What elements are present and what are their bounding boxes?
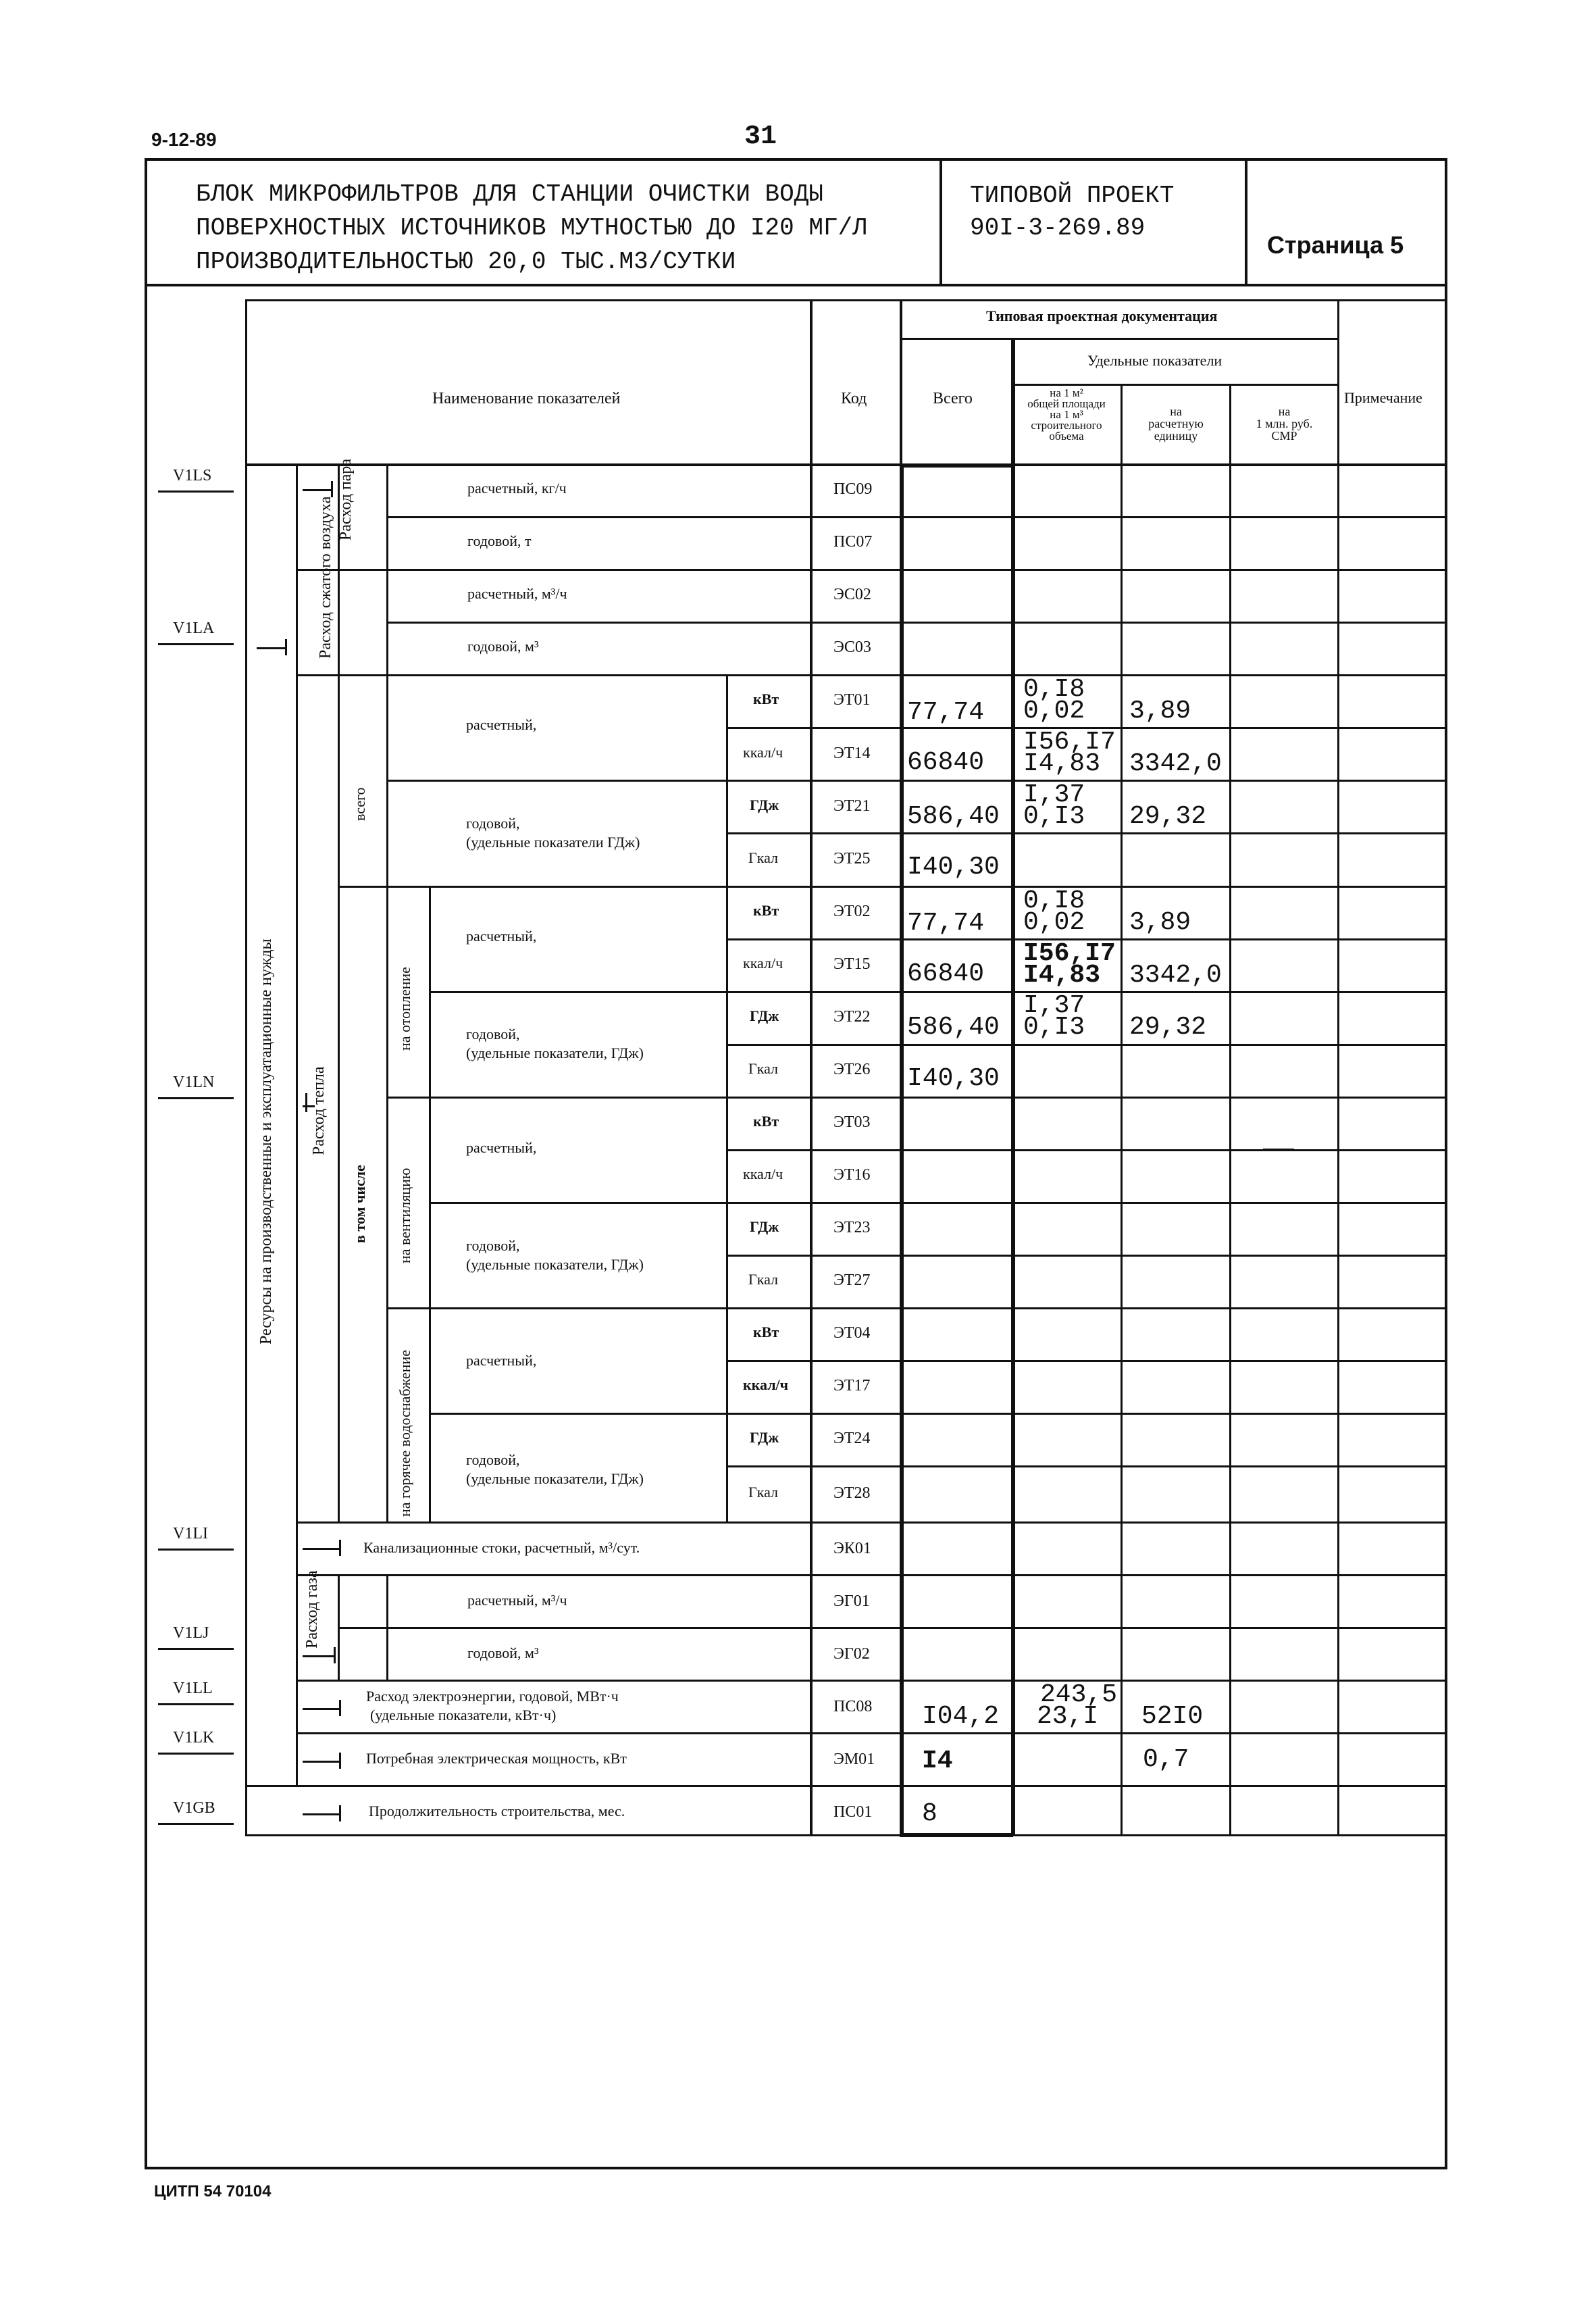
- code-ps07: ПС07: [833, 533, 873, 551]
- unit-gj-2: ГДж: [750, 1007, 779, 1024]
- col-per-mln-header: на 1 млн. руб. СМР: [1256, 405, 1313, 443]
- project-code: 90I-3-269.89: [970, 214, 1145, 242]
- row-heating-year-2: (удельные показатели, ГДж): [466, 1045, 644, 1061]
- row-power: Потребная электрическая мощность, кВт: [366, 1750, 627, 1767]
- title-line-3: ПРОИЗВОДИТЕЛЬНОСТЬЮ 20,0 ТЫС.М3/СУТКИ: [196, 248, 736, 276]
- code-et01: ЭТ01: [833, 691, 871, 709]
- row-hot-year-2: (удельные показатели, ГДж): [466, 1470, 644, 1487]
- unit-kw-3: кВт: [753, 1113, 779, 1130]
- val-et01-area-b: 0,02: [1023, 697, 1085, 726]
- unit-kcal-2: ккал/ч: [743, 955, 783, 972]
- code-et15: ЭТ15: [833, 955, 871, 973]
- row-vent-calc: расчетный,: [466, 1139, 537, 1156]
- code-et24: ЭТ24: [833, 1430, 871, 1447]
- val-et21-total: 586,40: [907, 802, 1000, 831]
- group-gas: Расход газа: [303, 1570, 321, 1649]
- col-code-header: Код: [841, 390, 867, 407]
- group-air: Расход сжатого воздуха: [317, 496, 334, 659]
- page-date: 9-12-89: [151, 129, 217, 150]
- code-et03: ЭТ03: [833, 1113, 871, 1131]
- title-line-2: ПОВЕРХНОСТНЫХ ИСТОЧНИКОВ МУТНОСТЬЮ ДО I20 МГ/Л: [196, 214, 867, 242]
- side-code-v1ln: V1LN: [173, 1074, 215, 1091]
- code-et16: ЭТ16: [833, 1166, 871, 1184]
- project-label: ТИПОВОЙ ПРОЕКТ: [970, 182, 1175, 209]
- val-et15-area-a: I56,I7: [1023, 939, 1116, 968]
- row-hot-year-1: годовой,: [466, 1451, 520, 1468]
- group-resources: Ресурсы на производственные и эксплуатационные нужды: [257, 938, 275, 1344]
- val-em01-total: I4: [922, 1746, 953, 1776]
- row-hot-calc: расчетный,: [466, 1352, 537, 1369]
- code-et17: ЭТ17: [833, 1377, 871, 1394]
- row-duration: Продолжительность строительства, мес.: [369, 1803, 625, 1819]
- code-et14: ЭТ14: [833, 745, 871, 762]
- val-et22-area-b: 0,I3: [1023, 1013, 1085, 1042]
- row-total-year-1: годовой,: [466, 815, 520, 832]
- code-et21: ЭТ21: [833, 797, 871, 815]
- col-typical-header: Типовая проектная документация: [986, 307, 1218, 324]
- code-et22: ЭТ22: [833, 1008, 871, 1026]
- val-et02-area-a: 0,I8: [1023, 886, 1085, 915]
- side-code-v1ls: V1LS: [173, 467, 212, 484]
- val-et14-unit: 3342,0: [1129, 749, 1222, 778]
- code-eg01: ЭГ01: [833, 1592, 870, 1610]
- unit-gj-3: ГДж: [750, 1218, 779, 1235]
- side-code-v1la: V1LA: [173, 620, 215, 637]
- unit-gcal-3: Гкал: [748, 1271, 779, 1288]
- unit-gcal-1: Гкал: [748, 849, 779, 866]
- code-et26: ЭТ26: [833, 1061, 871, 1078]
- val-et02-unit: 3,89: [1129, 908, 1191, 937]
- val-et02-area-b: 0,02: [1023, 908, 1085, 937]
- side-code-v1lk: V1LK: [173, 1729, 215, 1746]
- page-number: 31: [744, 122, 777, 152]
- val-et15-unit: 3342,0: [1129, 961, 1222, 990]
- unit-kcal-4: ккал/ч: [743, 1376, 789, 1393]
- code-et27: ЭТ27: [833, 1272, 871, 1289]
- val-et21-area-a: I,37: [1023, 780, 1085, 809]
- val-et14-area-a: I56,I7: [1023, 728, 1116, 757]
- col-per-area-header: на 1 м² общей площади на 1 м³ строительного объема: [1027, 386, 1106, 443]
- code-eg02: ЭГ02: [833, 1645, 870, 1663]
- unit-gj-4: ГДж: [750, 1429, 779, 1446]
- page-footer: ЦИТП 54 70104: [154, 2182, 272, 2200]
- side-code-v1gb: V1GB: [173, 1799, 215, 1817]
- group-steam: Расход пара: [337, 458, 355, 540]
- unit-kcal-3: ккал/ч: [743, 1165, 783, 1182]
- unit-kw-1: кВт: [753, 690, 779, 707]
- unit-kw-2: кВт: [753, 902, 779, 919]
- unit-gcal-2: Гкал: [748, 1060, 779, 1077]
- val-ps08-area-a: 243,5: [1040, 1680, 1118, 1709]
- group-heat: Расход тепла: [310, 1066, 328, 1155]
- side-code-v1ll: V1LL: [173, 1680, 213, 1697]
- row-steam-calc: расчетный, кг/ч: [467, 480, 567, 497]
- col-per-unit-header: на расчетную единицу: [1148, 405, 1204, 443]
- row-gas-calc: расчетный, м³/ч: [467, 1592, 567, 1609]
- unit-kcal-1: ккал/ч: [743, 744, 783, 761]
- row-heating-calc: расчетный,: [466, 928, 537, 945]
- val-ps08-area-b: 23,I: [1037, 1702, 1099, 1731]
- val-em01-unit: 0,7: [1143, 1745, 1189, 1774]
- code-et25: ЭТ25: [833, 850, 871, 867]
- val-et21-area-b: 0,I3: [1023, 802, 1085, 831]
- val-ps08-total: I04,2: [922, 1702, 1000, 1731]
- row-sewage: Канализационные стоки, расчетный, м³/сут.: [363, 1539, 640, 1556]
- code-es03: ЭС03: [833, 638, 871, 656]
- row-vent-year-1: годовой,: [466, 1237, 520, 1254]
- row-elec-2: (удельные показатели, кВт·ч): [370, 1707, 557, 1724]
- group-hot-water: на горячее водоснабжение: [396, 1349, 413, 1517]
- code-em01: ЭМ01: [833, 1751, 875, 1768]
- val-et15-area-b: I4,83: [1023, 961, 1101, 990]
- val-et15-total: 66840: [907, 959, 985, 988]
- val-et25-total: I40,30: [907, 853, 1000, 882]
- col-total-header: Всего: [933, 390, 973, 407]
- col-note-header: Примечание: [1344, 389, 1422, 406]
- val-et01-total: 77,74: [907, 698, 985, 727]
- code-es02: ЭС02: [833, 586, 871, 603]
- title-line-1: БЛОК МИКРОФИЛЬТРОВ ДЛЯ СТАНЦИИ ОЧИСТКИ ВОДЫ: [196, 180, 823, 208]
- row-total-year-2: (удельные показатели ГДж): [466, 834, 640, 851]
- row-air-calc: расчетный, м³/ч: [467, 585, 567, 602]
- val-et01-area-a: 0,I8: [1023, 675, 1085, 704]
- code-et23: ЭТ23: [833, 1219, 871, 1236]
- code-et04: ЭТ04: [833, 1324, 871, 1342]
- unit-kw-4: кВт: [753, 1324, 779, 1340]
- val-et14-area-b: I4,83: [1023, 749, 1101, 778]
- group-ventilation: на вентиляцию: [396, 1167, 413, 1263]
- val-et26-total: I40,30: [907, 1064, 1000, 1093]
- unit-gj-1: ГДж: [750, 797, 779, 813]
- group-incl: в том числе: [351, 1165, 368, 1243]
- group-heating: на отопление: [396, 967, 413, 1051]
- col-name-header: Наименование показателей: [432, 390, 621, 407]
- val-et22-total: 586,40: [907, 1013, 1000, 1042]
- row-elec-1: Расход электроэнергии, годовой, МВт·ч: [366, 1688, 619, 1705]
- val-ps08-unit: 52I0: [1141, 1702, 1204, 1731]
- col-specific-header: Удельные показатели: [1087, 352, 1222, 369]
- row-heating-year-1: годовой,: [466, 1026, 520, 1042]
- code-et02: ЭТ02: [833, 903, 871, 920]
- row-steam-year: годовой, т: [467, 532, 532, 549]
- row-total-calc: расчетный,: [466, 716, 537, 733]
- val-et14-total: 66840: [907, 748, 985, 777]
- code-ek01: ЭК01: [833, 1540, 871, 1557]
- val-et22-area-a: I,37: [1023, 991, 1085, 1020]
- row-vent-year-2: (удельные показатели, ГДж): [466, 1256, 644, 1273]
- row-gas-year: годовой, м³: [467, 1644, 539, 1661]
- code-ps01: ПС01: [833, 1803, 873, 1821]
- page-label: Страница 5: [1267, 231, 1404, 259]
- code-ps08: ПС08: [833, 1698, 873, 1715]
- code-et28: ЭТ28: [833, 1484, 871, 1502]
- val-et01-unit: 3,89: [1129, 697, 1191, 726]
- code-ps09: ПС09: [833, 480, 873, 498]
- row-air-year: годовой, м³: [467, 638, 539, 655]
- val-et02-total: 77,74: [907, 909, 985, 938]
- val-et21-unit: 29,32: [1129, 802, 1207, 831]
- val-ps01-total: 8: [922, 1799, 937, 1828]
- val-et22-unit: 29,32: [1129, 1013, 1207, 1042]
- group-total-heat: всего: [351, 787, 368, 821]
- side-code-v1li: V1LI: [173, 1525, 208, 1542]
- side-code-v1lj: V1LJ: [173, 1624, 209, 1642]
- unit-gcal-4: Гкал: [748, 1484, 779, 1501]
